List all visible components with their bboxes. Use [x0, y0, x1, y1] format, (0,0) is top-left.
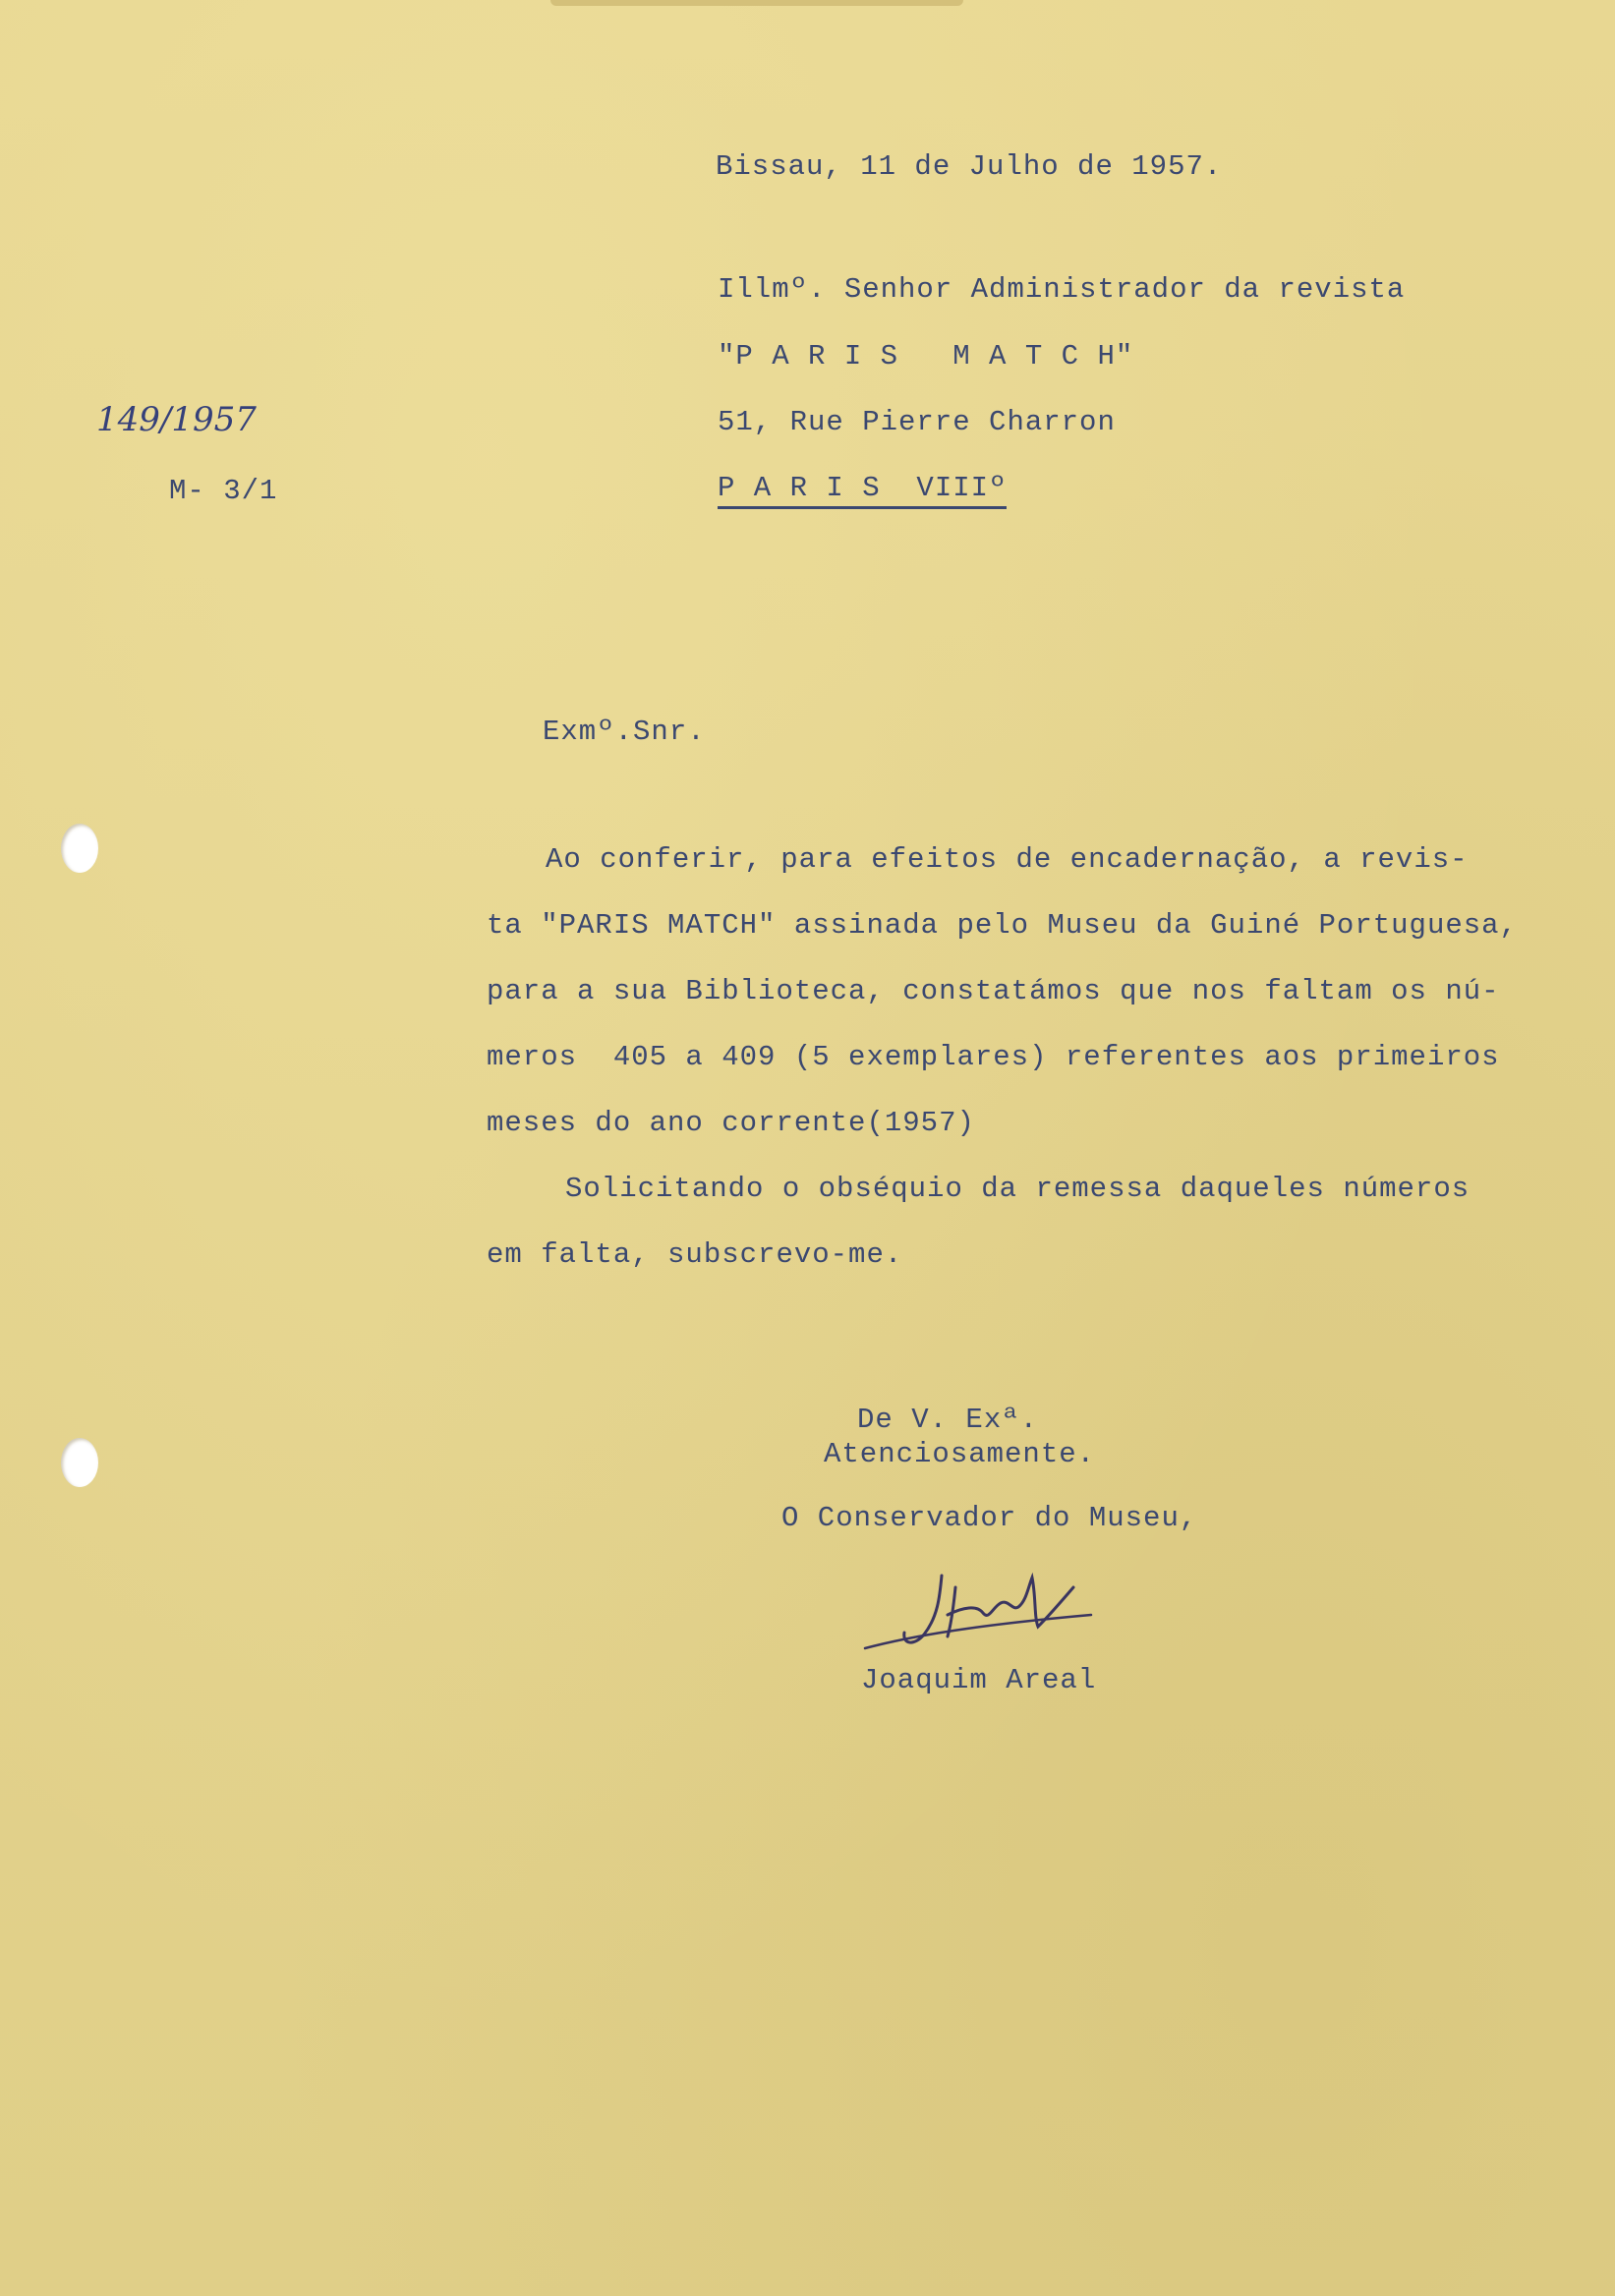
closing-line-2: Atenciosamente.	[824, 1438, 1096, 1470]
recipient-line-2: "P A R I S M A T C H"	[718, 340, 1134, 373]
body-line: Solicitando o obséquio da remessa daqueles números	[565, 1173, 1471, 1205]
body-line: meros 405 a 409 (5 exemplares) referentes aos primeiros	[487, 1041, 1500, 1073]
punch-hole-bottom	[61, 1438, 98, 1487]
closing-line-3: O Conservador do Museu,	[781, 1502, 1198, 1534]
recipient-line-1: Illmº. Senhor Administrador da revista	[718, 273, 1406, 306]
body-line: ta "PARIS MATCH" assinada pelo Museu da Guiné Portuguesa,	[487, 909, 1518, 942]
body-line: Ao conferir, para efeitos de encadernação, a revis-	[546, 843, 1469, 876]
body-line: meses do ano corrente(1957)	[487, 1107, 975, 1139]
signer-name: Joaquim Areal	[861, 1664, 1097, 1696]
salutation: Exmº.Snr.	[543, 716, 706, 748]
body-line: em falta, subscrevo-me.	[487, 1238, 903, 1271]
reference-code: M- 3/1	[169, 475, 278, 507]
punch-hole-top	[61, 824, 98, 873]
body-line: para a sua Biblioteca, constatámos que nos faltam os nú-	[487, 975, 1500, 1007]
closing-line-1: De V. Exª.	[857, 1404, 1039, 1436]
date-line: Bissau, 11 de Julho de 1957.	[716, 150, 1223, 183]
paper-top-tear	[550, 0, 963, 6]
recipient-line-4: P A R I S VIIIº	[718, 474, 1007, 509]
reference-number: 149/1957	[96, 400, 257, 439]
recipient-line-3: 51, Rue Pierre Charron	[718, 406, 1116, 438]
handwritten-signature	[845, 1558, 1121, 1676]
